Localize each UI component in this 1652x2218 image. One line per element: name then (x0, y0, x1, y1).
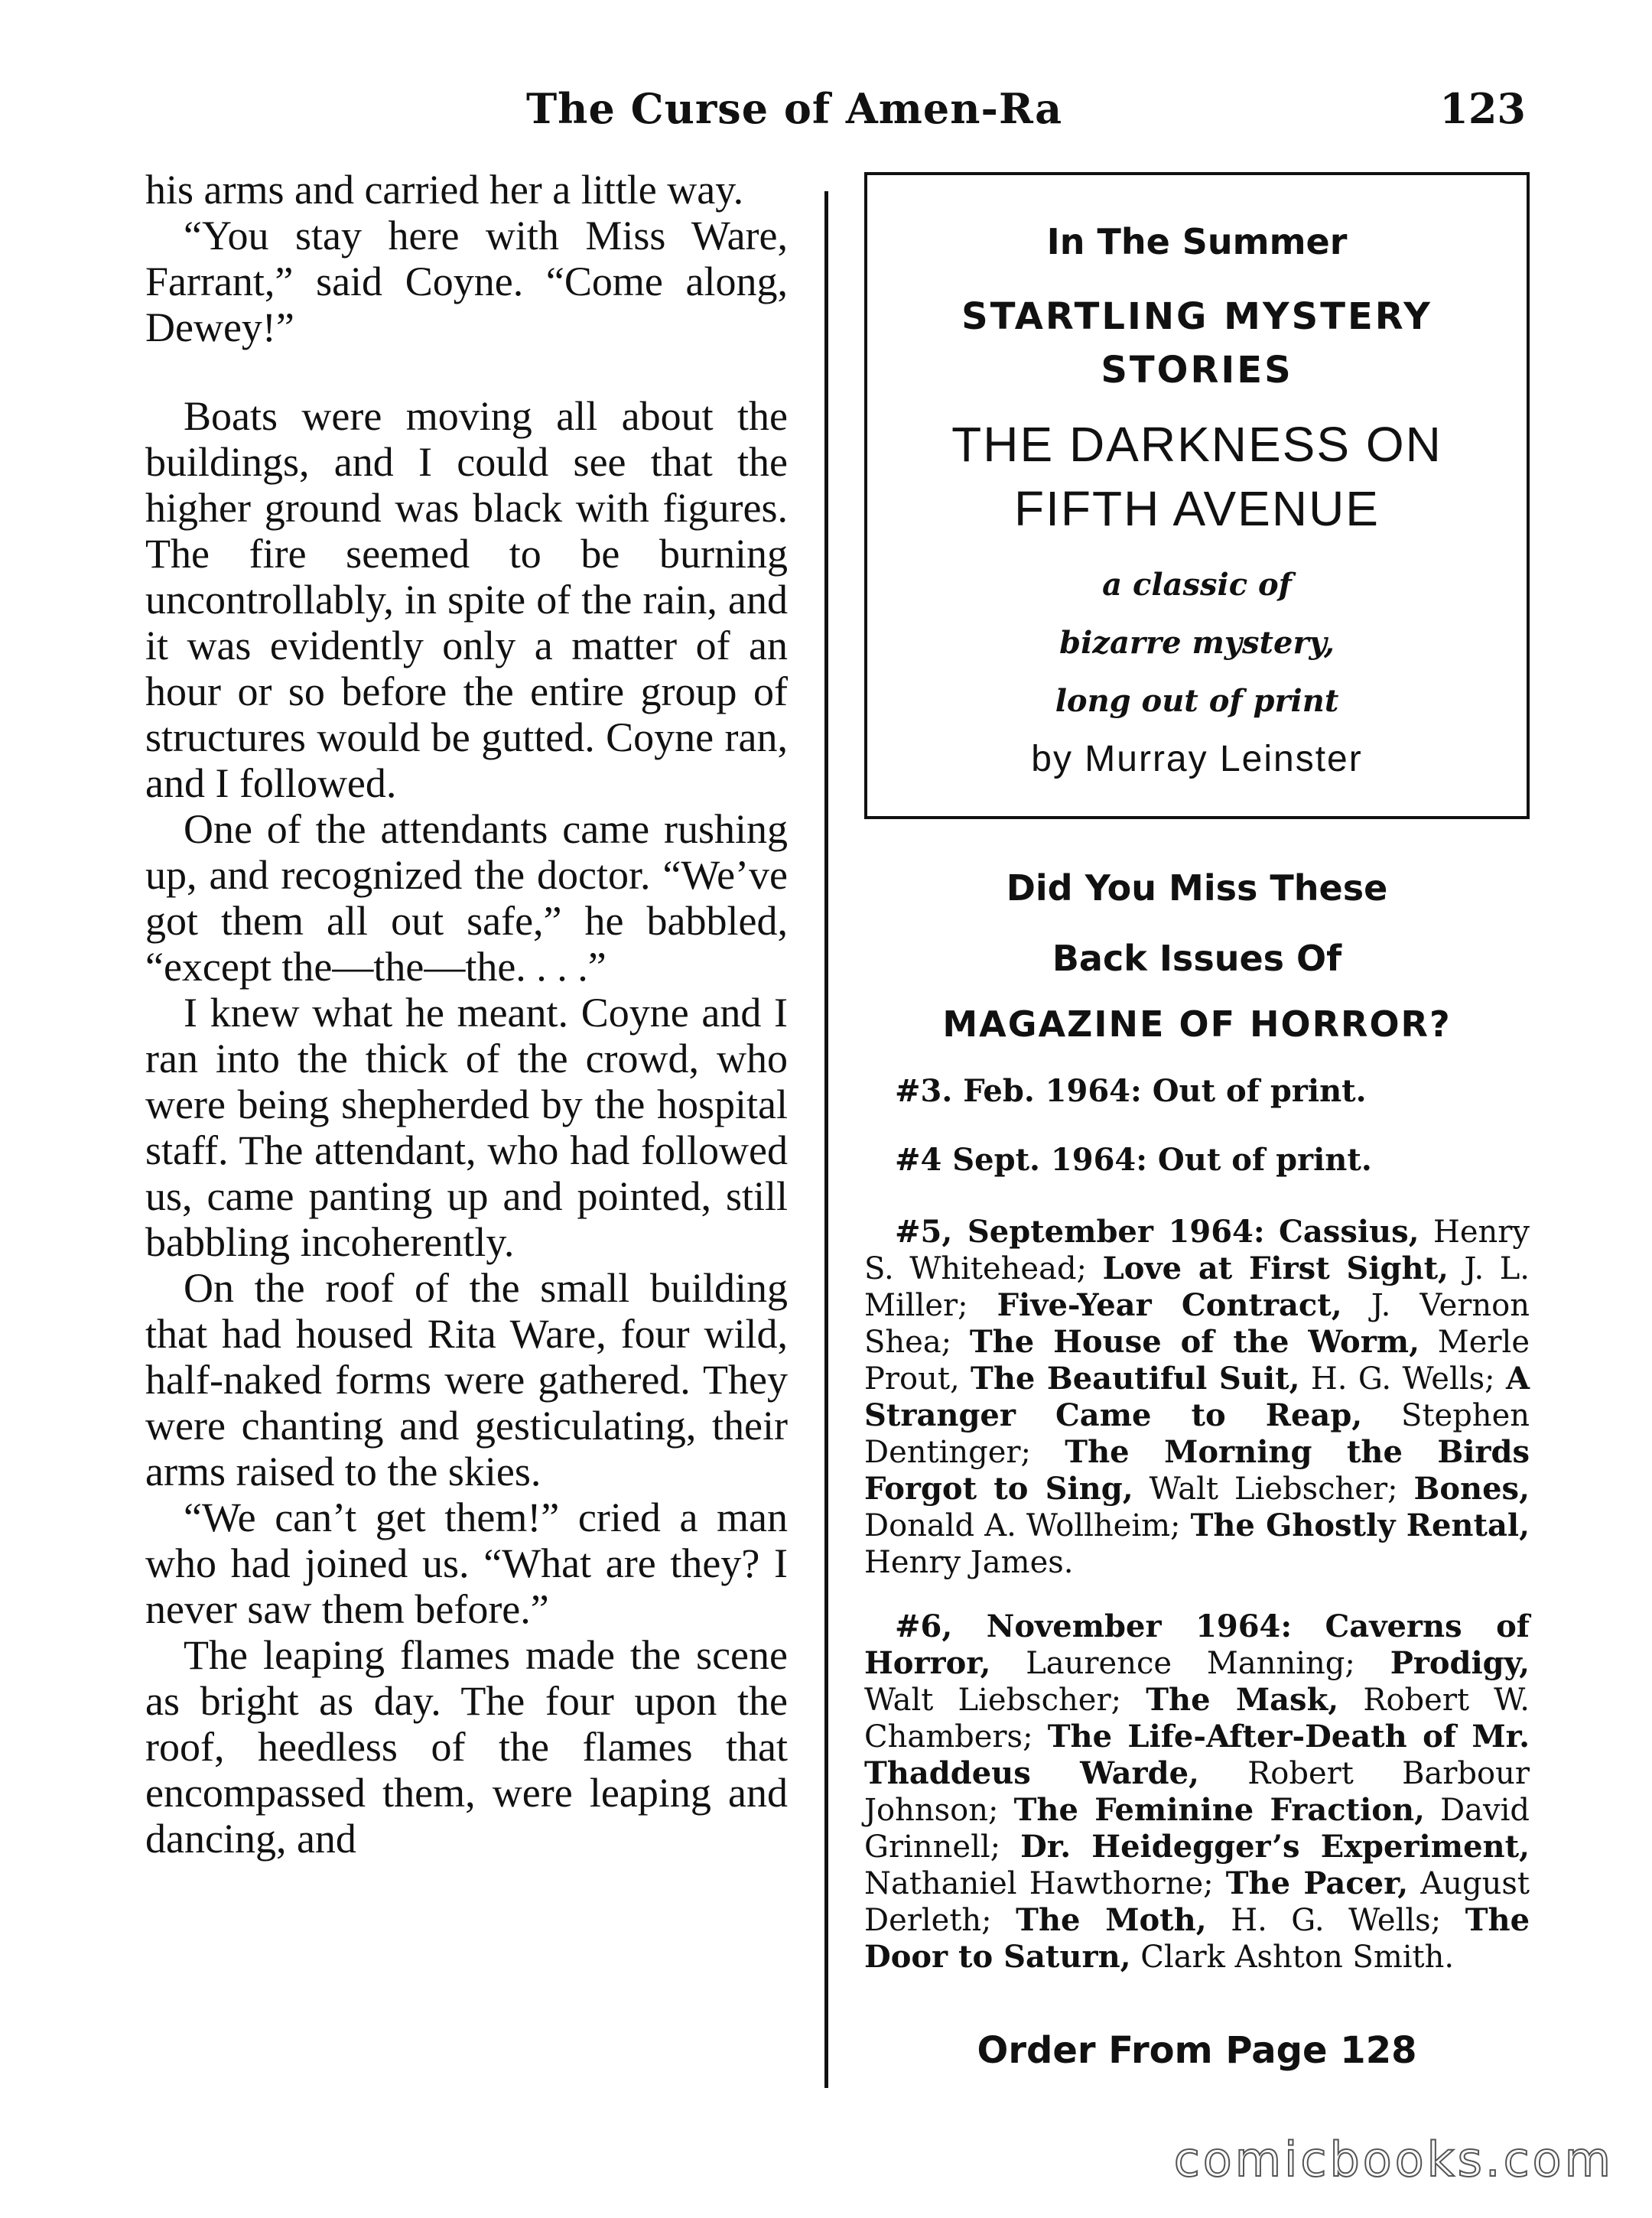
issue-author: Donald A. Wollheim; (864, 1508, 1181, 1543)
issue-title: The Pacer, (1225, 1865, 1409, 1901)
issue-author: Clark Ashton Smith. (1140, 1940, 1455, 1975)
story-column (145, 167, 788, 1862)
ad-kicker: In The Summer (1046, 221, 1348, 262)
order-notice: Order From Page 128 (977, 2029, 1417, 2072)
issue-title: The Door to Saturn, (864, 1902, 1530, 1975)
issue-5 (864, 1214, 1530, 1581)
ad-magazine-title (867, 290, 1527, 397)
summer-ad-box (864, 172, 1530, 819)
ad-author: by Murray Leinster (1031, 739, 1363, 779)
issue-author: J. L. Miller; (864, 1251, 1530, 1323)
issue-author: David Grinnell; (864, 1793, 1530, 1865)
issue-number: #6, November 1964: (895, 1608, 1293, 1644)
issue-author: Merle Prout, (864, 1325, 1530, 1397)
issue-title: A Stranger Came to Reap, (864, 1361, 1530, 1433)
issue-author: Stephen Dentinger; (864, 1398, 1530, 1470)
issue-author: H. G. Wells; (1310, 1361, 1495, 1397)
issue-title: Cassius, (1279, 1214, 1419, 1250)
story-paragraph: I knew what he meant. Coyne and I ran into the thick of the crowd, who were being shepherded by the hospital staff. The attendant, who had followed us, came panting up and pointed, still babbling incoherently. (145, 990, 788, 1265)
ad-magazine-line: STARTLING MYSTERY (961, 295, 1432, 338)
issue-author: H. G. Wells; (1231, 1903, 1442, 1938)
page-number: 123 (1439, 84, 1526, 133)
ad-story-title (867, 412, 1527, 541)
issue-title: Caverns of Horror, (864, 1608, 1530, 1681)
ad-blurb (867, 556, 1527, 730)
issue-author: Walt Liebscher; (1149, 1472, 1398, 1507)
issue-title: The Moth, (1016, 1902, 1207, 1938)
issue-author: J. Vernon Shea; (864, 1288, 1530, 1360)
issue-author: Nathaniel Hawthorne; (864, 1866, 1214, 1901)
story-paragraph: The leaping flames made the scene as bright as day. The four upon the roof, heedless of the flames that encompassed them, were leaping and dancing, and (145, 1632, 788, 1862)
issue-author: Henry S. Whitehead; (864, 1215, 1530, 1286)
issue-3: #3. Feb. 1964: Out of print. (895, 1073, 1367, 1109)
running-title: The Curse of Amen-Ra (526, 84, 1063, 133)
issue-4: #4 Sept. 1964: Out of print. (895, 1142, 1372, 1178)
issue-title: The Life-After-Death of Mr. Thaddeus Warde, (864, 1719, 1530, 1791)
issue-title: The House of the Worm, (969, 1324, 1420, 1360)
issue-6 (864, 1608, 1530, 1976)
issue-author: Robert W. Chambers; (864, 1683, 1530, 1755)
story-paragraph: “You stay here with Miss Ware, Farrant,” said Coyne. “Come along, Dewey!” (145, 213, 788, 350)
story-paragraph: his arms and carried her a little way. (145, 167, 744, 213)
ad-blurb-line: a classic of (1102, 567, 1292, 603)
issue-title: The Ghostly Rental, (1190, 1507, 1530, 1543)
issue-title: The Feminine Fraction, (1013, 1792, 1425, 1828)
issue-author: Laurence Manning; (1026, 1646, 1355, 1681)
back-issues-magazine: MAGAZINE OF HORROR? (942, 1003, 1452, 1045)
issue-title: The Morning the Birds Forgot to Sing, (864, 1434, 1530, 1507)
back-issues-heading: Back Issues Of (1052, 938, 1342, 979)
ad-magazine-line: STORIES (1101, 349, 1293, 392)
ad-story-line: FIFTH AVENUE (1014, 481, 1380, 536)
story-paragraph: One of the attendants came rushing up, and recognized the doctor. “We’ve got them all out safe,” he babbled, “except the—the—the. . . .” (145, 806, 788, 990)
issue-author: Robert Barbour Johnson; (864, 1756, 1530, 1828)
issue-author: Walt Liebscher; (864, 1683, 1122, 1718)
issue-title: Bones, (1413, 1471, 1530, 1507)
ad-blurb-line: bizarre mystery, (1059, 625, 1335, 661)
story-paragraph: “We can’t get them!” cried a man who had joined us. “What are they? I never saw them before.” (145, 1494, 788, 1632)
ad-blurb-line: long out of print (1055, 683, 1339, 719)
issue-author: Henry James. (864, 1545, 1074, 1580)
back-issues-heading: Did You Miss These (1006, 867, 1388, 909)
issue-number: #5, September 1964: (895, 1214, 1265, 1250)
ad-story-line: THE DARKNESS ON (951, 417, 1442, 472)
issue-title: The Mask, (1146, 1682, 1339, 1718)
page-header (0, 84, 1652, 145)
issue-title: The Beautiful Suit, (971, 1361, 1300, 1397)
sidebar-column (864, 172, 1530, 2072)
issue-author: August Derleth; (864, 1866, 1530, 1938)
issue-title: Dr. Heidegger’s Experiment, (1020, 1829, 1530, 1865)
watermark: comicbooks.com (1173, 2132, 1614, 2187)
story-paragraph: On the roof of the small building that had housed Rita Ware, four wild, half-naked forms were gathered. They were chanting and gesticulating, their arms raised to the skies. (145, 1265, 788, 1494)
issue-title: Prodigy, (1390, 1645, 1530, 1681)
story-paragraph: Boats were moving all about the buildings, and I could see that the higher ground was black with figures. The fire seemed to be burning uncontrollably, in spite of the rain, and it was evidently only a matter of an hour or so before the entire group of structures would be gutted. Coyne ran, and I followed. (145, 393, 788, 806)
issue-title: Five-Year Contract, (997, 1287, 1342, 1323)
column-divider (824, 191, 828, 2088)
issue-title: Love at First Sight, (1102, 1250, 1449, 1286)
